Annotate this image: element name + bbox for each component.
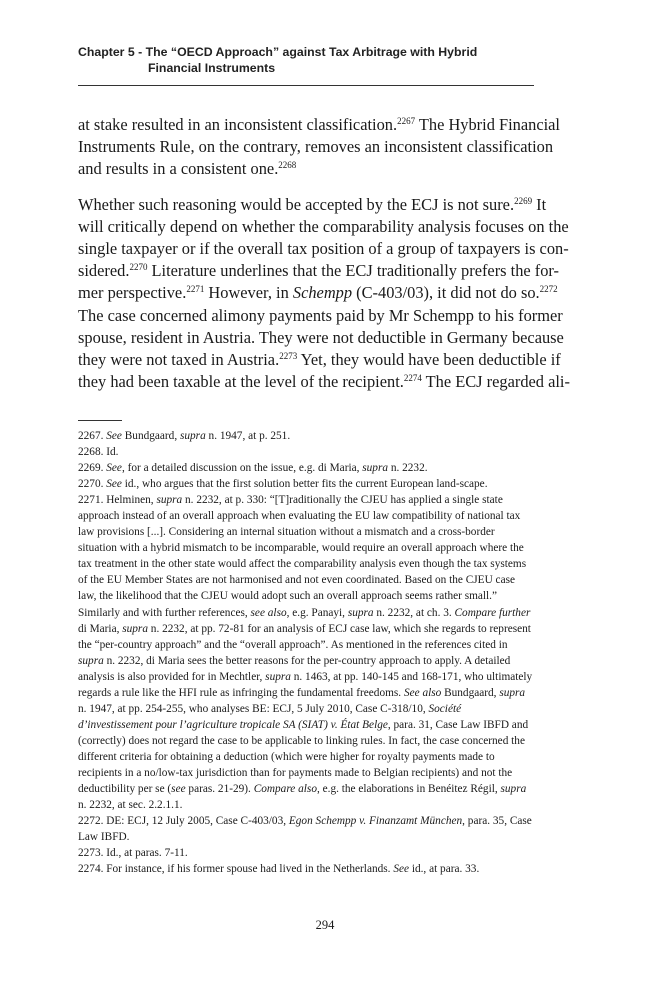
italic-run: See [106,478,122,491]
text-run: Whether such reasoning would be accepted by the ECJ is not sure. [78,194,515,214]
italic-run: supra [179,430,206,442]
text-run: paras. 21-29). [185,783,254,796]
text-line [78,136,554,158]
body-text [78,114,570,393]
italic-run: See [106,462,122,475]
footnote [78,428,534,444]
text-run: The Hybrid Financial [415,115,560,134]
text-line [78,305,563,327]
text-line [78,114,560,136]
header-divider [78,85,534,86]
italic-run: Egon Schempp v. Finanzamt München [288,815,463,828]
text-run: they had been taxable at the level of the recipient. [78,372,404,392]
text-line [78,282,558,304]
text-run: spouse, resident in Austria. They were not deductible in Germany because [78,327,564,347]
text-run: n. 2232, at pp. 72-81 for an analysis of ECJ case law, which she regards to represent the “per-country approach” and the “overall approach”. As mentioned in the references cited in [78,622,531,651]
italic-run: supra [347,606,374,619]
italic-run: supra [78,654,104,667]
text-run: Bundgaard, [441,686,500,699]
footnotes [78,428,534,877]
text-line [78,216,569,238]
italic-run: see [171,783,186,796]
text-run: 2273. Id., at paras. 7-11. [78,847,188,860]
text-run: (C-403/03), it did not do so. [352,283,540,303]
italic-run: supra [362,462,389,475]
text-run: Bundgaard, [121,430,180,442]
text-run: mer perspective. [78,283,187,303]
italic-run: Schempp [292,283,353,303]
italic-run: Société d’investissement pour l’agriculture tropicale SA (SIAT) v. État Belge [78,702,462,731]
text-run: id., who argues that the first solution better fits the current European land-scape. [121,478,488,491]
text-run: sidered. [78,261,130,281]
footnote [78,444,534,460]
text-line [78,260,560,282]
footnote-marker: 2271 [186,284,205,295]
text-line [78,349,561,371]
text-run: Instruments Rule, on the contrary, removes an inconsistent classification [78,137,554,157]
running-header-line-2: Financial Instruments [148,61,276,75]
text-run: they were not taxed in Austria. [78,350,280,370]
footnote [78,492,534,813]
running-header-line-1: Chapter 5 - The “OECD Approach” against Tax Arbitrage with Hybrid [78,45,478,59]
footnote [78,476,534,492]
text-run: 2268. Id. [78,446,119,459]
footnote [78,861,534,877]
text-run: n. 2232, at sec. 2.2.1.1. [78,799,183,812]
text-run: 2271. Helminen, [78,494,157,507]
text-run: However, in [204,283,293,303]
italic-run: See also [403,686,442,699]
text-line [78,371,570,393]
text-run: single taxpayer or if the overall tax position of a group of taxpayers is con- [78,239,569,259]
paragraph-2 [78,194,570,394]
text-run: and results in a consistent one. [78,159,279,179]
paragraph-1 [78,114,560,181]
text-run: n. 1947, at pp. 254-255, who analyses BE: ECJ, 5 July 2010, Case C-318/10, [78,702,429,715]
text-run: , for a detailed discussion on the issue, e.g. di Maria, [121,462,363,475]
footnote-marker: 2273 [279,351,298,362]
text-run: at stake resulted in an inconsistent classification. [78,115,398,134]
running-header [78,44,534,76]
text-line [78,327,564,349]
text-run: , e.g. the elaborations in Benéitez Régil, [316,783,501,796]
footnote-marker: 2270 [129,262,148,273]
footnote-divider [78,420,122,421]
text-run: Yet, they would have been deductible if [297,350,561,370]
text-run: Literature underlines that the ECJ traditionally prefers the for- [147,261,560,281]
text-line [78,238,569,260]
text-run: n. 1947, at p. 251. [205,430,291,442]
footnote-marker: 2267 [397,116,416,126]
footnote [78,845,534,861]
text-run: , e.g. Panayi, [286,606,348,619]
text-run: n. 2232, at p. 330: “[T]raditionally the CJEU has applied a single state approach instead of an overall approach when evaluating the EU law compatibility of national tax law provisions [...]. Considering an internal situation without a mismatch and a cross-border situation with a hybrid mismatch to be incomparable, would require an overall approach where the tax treatment in the other state would affect the comparability analysis even though the tax systems of the EU Member States are not harmonised and not even coordinated. Based on the CJEU case law, the likelihood that the CJEU would adopt such an overall approach seems rather small.” Similarly and with further references, [78,494,527,619]
text-run: n. 1463, at pp. 140-145 and 168-171, who ultimately regards a rule like the HFI rule as infringing the fundamental freedoms. [78,670,533,699]
text-run: di Maria, [78,622,123,635]
italic-run: supra [265,670,291,683]
italic-run: see also [250,606,287,619]
italic-run: supra [122,622,148,635]
text-run: , para. 31, Case Law IBFD and (correctly) does not regard the case to be applicable to linking rules. In fact, the case concerned the different criteria for obtaining a deduction (which were higher for royalty payments made to recipients in a no/low-tax jurisdiction than for payments made to Belgian recipients) and not the deductibility per se ( [78,718,529,796]
text-run: 2272. DE: ECJ, 12 July 2005, Case C-403/03, [78,815,289,828]
italic-run: supra [156,494,183,507]
text-run: The case concerned alimony payments paid by Mr Schempp to his former [78,305,563,325]
text-line [78,158,534,180]
italic-run: See [106,430,122,442]
italic-run: See [393,863,409,876]
text-run: n. 2232. [388,462,428,475]
text-run: will critically depend on whether the comparability analysis focuses on the [78,216,569,236]
text-run: 2274. For instance, if his former spouse had lived in the Netherlands. [78,863,394,876]
footnote-marker: 2268 [278,160,297,171]
text-run: n. 2232, at ch. 3. [373,606,455,619]
text-run: It [532,194,547,214]
text-run: 2267. [78,430,107,442]
footnote [78,813,534,845]
text-run: 2269. [78,462,107,475]
text-line [78,194,547,216]
italic-run: Compare further [454,606,531,619]
page-number: 294 [315,918,335,932]
italic-run: supra [499,686,526,699]
text-run: , para. 35, Case Law IBFD. [78,815,532,844]
text-run: id., at para. 33. [409,863,480,876]
footnote-marker: 2272 [539,284,558,295]
text-run: 2270. [78,478,107,491]
footnote [78,460,534,476]
footnote-marker: 2274 [403,373,422,384]
text-run: n. 2232, di Maria sees the better reasons for the per-country approach to apply. A detailed analysis is also provided for in Mechtler, [78,654,511,683]
footnote-marker: 2269 [514,195,533,206]
italic-run: Compare also [253,783,317,796]
italic-run: supra [500,783,527,796]
text-run: The ECJ regarded ali- [421,372,570,392]
